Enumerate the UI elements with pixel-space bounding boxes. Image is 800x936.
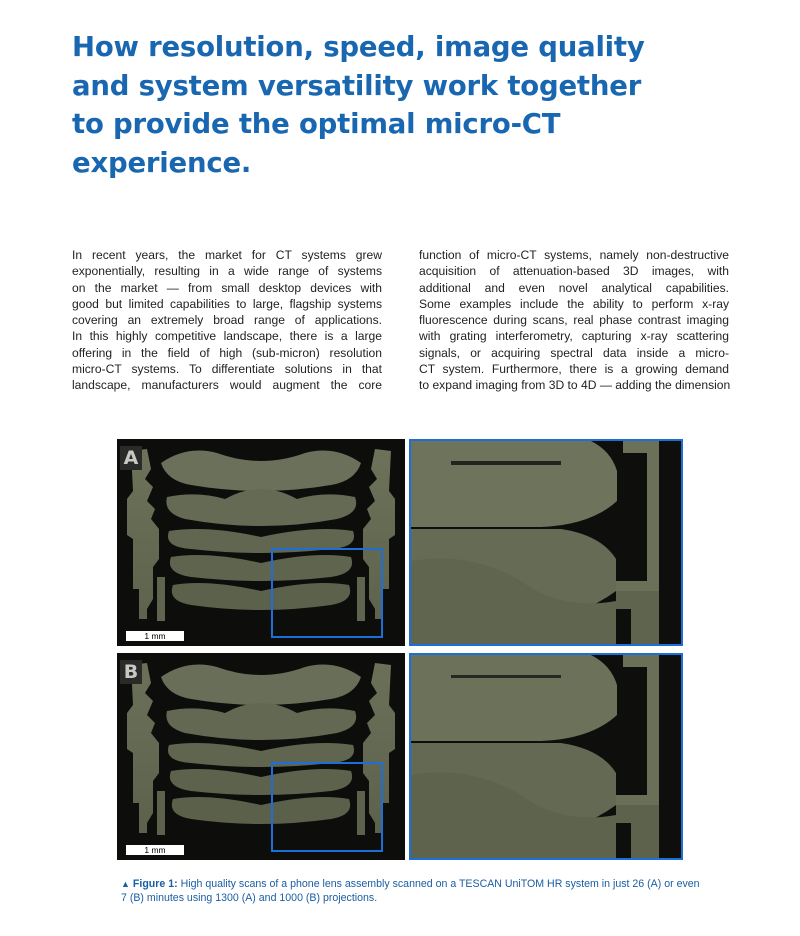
article-title (72, 28, 732, 182)
body-line: function of micro-CT systems, namely non-destructive (419, 248, 729, 262)
caption-text: High quality scans of a phone lens assembly scanned on a TESCAN UniTOM HR system in just 26 (A) or even 7 (B) minutes using 1300 (A) and 1000 (B) projections. (121, 878, 700, 904)
body-line: CT system. Furthermore, there is a growing demand (419, 362, 729, 377)
ct-scan-panel-a (117, 439, 405, 646)
body-line: In recent years, the market for CT systems grew (72, 248, 382, 262)
region-of-interest-box-b (271, 762, 383, 852)
caption-marker-icon: ▲ (121, 879, 130, 889)
caption-label: Figure 1: (132, 878, 178, 890)
body-line: to expand imaging from 3D to 4D — adding the dimension (419, 378, 731, 393)
body-line: signals, or acquiring spectral data inside a micro- (419, 345, 729, 360)
title-line: and system versatility work together (72, 69, 642, 102)
body-line: covering an extremely broad range of applications. (72, 313, 382, 328)
region-of-interest-box-a (271, 548, 383, 638)
figure-caption (121, 878, 701, 905)
title-line: How resolution, speed, image quality (72, 31, 645, 63)
lens-detail-zoom (411, 655, 681, 858)
body-line: Some examples include the ability to perform x-ray (419, 296, 729, 311)
body-line: fluorescence during scans, real phase contrast imaging (419, 313, 729, 328)
ct-scan-zoom-a (409, 439, 683, 646)
body-line: landscape, manufacturers would augment the core (72, 378, 382, 393)
body-line: acquisition of attenuation-based 3D images, with (419, 264, 729, 279)
body-line: additional and even novel analytical capabilities. (419, 280, 729, 295)
ct-scan-panel-b (117, 653, 405, 860)
figure-1 (117, 439, 683, 861)
body-line: exponentially, resulting in a wide range of systems (72, 264, 382, 279)
body-line: with grating interferometry, capturing x-ray scattering (419, 329, 729, 344)
body-line: In this highly competitive landscape, there is a large (72, 329, 382, 344)
body-line: good but limited capabilities to large, flagship systems (72, 296, 382, 311)
scale-bar-b: 1 mm (126, 845, 184, 855)
body-column-left (72, 247, 382, 394)
lens-detail-zoom (411, 441, 681, 644)
body-line: on the market — from small desktop devices with (72, 280, 382, 295)
body-column-right (419, 247, 729, 394)
body-line: micro-CT systems. To differentiate solutions in that (72, 362, 382, 377)
body-line: offering in the field of high (sub-micron) resolution (72, 345, 382, 360)
panel-label-b: B (120, 660, 142, 684)
ct-scan-zoom-b (409, 653, 683, 860)
title-line: to provide the optimal micro-CT (72, 108, 561, 140)
scale-bar-a: 1 mm (126, 631, 184, 641)
panel-label-a: A (120, 446, 142, 470)
title-line: experience. (72, 146, 252, 179)
